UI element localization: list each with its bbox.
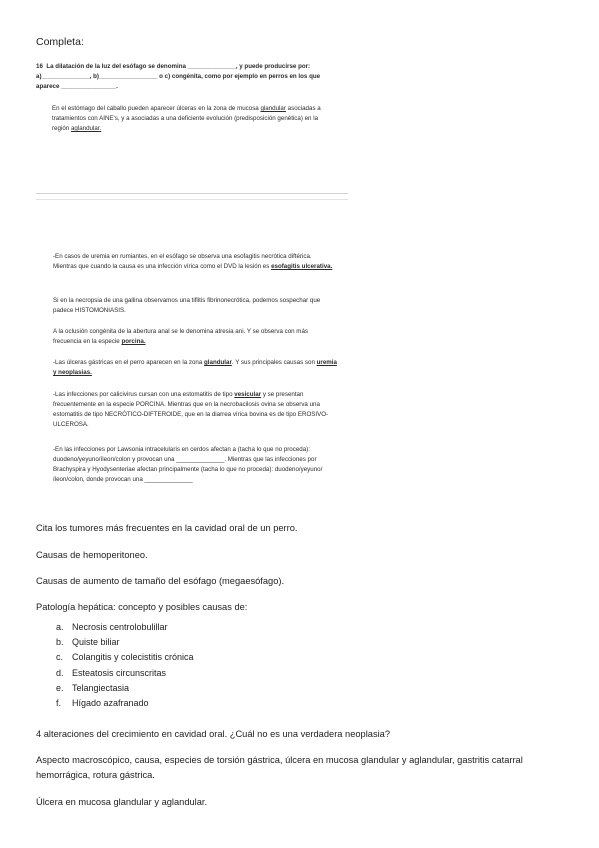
list-item-label: Quiste biliar <box>72 637 120 648</box>
list-item-label: Colangitis y colecistitis crónica <box>72 652 194 663</box>
page-heading: Completa: <box>36 36 84 48</box>
question-ulcera-mucosa: Úlcera en mucosa glandular y aglandular. <box>36 797 208 807</box>
paragraph-atresia-ani <box>53 327 337 347</box>
paragraph-text: -Las infecciones por calicivirus cursan con una estomatitis de tipo <box>53 391 233 398</box>
paragraph-ulceras-perro <box>53 358 337 378</box>
paragraph-text: -En casos de uremia en rumiantes, en el esófago se observa una esofagitis necrótica diftérica. Mientras que cuando la causa es una infección vírica como el DVD la lesión es <box>53 253 312 270</box>
list-item <box>56 620 194 635</box>
answer-term: esofagitis ulcerativa. <box>271 263 333 270</box>
question-16-text: La dilatación de la luz del esófago se denomina ______________, y puede producirse por: a)______________, b)_________________ o c) congénita, como por ejemplo en perros en los que aparece ________________. <box>36 63 321 90</box>
question-hemoperitoneo: Causas de hemoperitoneo. <box>36 550 148 560</box>
list-item-label: Necrosis centrolobulillar <box>72 622 168 632</box>
list-item <box>56 635 194 650</box>
divider-line <box>36 193 348 194</box>
list-item <box>56 696 194 711</box>
question-megaesofago: Causas de aumento de tamaño del esófago (megaesófago). <box>36 576 285 586</box>
question-oral-tumors: Cita los tumores más frecuentes en la cavidad oral de un perro. <box>36 523 298 533</box>
list-marker: b. <box>56 637 64 648</box>
list-marker: a. <box>56 622 64 632</box>
question-number: 16 <box>36 63 43 70</box>
horse-ulcers-text-2: asociadas a tratamientos con AINE's, y a asociadas a una deficiente evolución (predisposición genética) en la región <box>52 105 321 132</box>
answer-term: uremia y neoplasias. <box>53 359 337 376</box>
list-marker: d. <box>56 667 64 678</box>
question-torsion-gastrica: Aspecto macroscópico, causa, especies de torsión gástrica, úlcera en mucosa glandular y aglandular, gastritis catarral hemorrágica, rotura gástrica. <box>36 755 523 780</box>
paragraph-tiflitis: Si en la necropsia de una gallina observamos una tiflitis fibrinonecrótica, podemos sospechar que padece HISTOMONIASIS. <box>53 297 321 314</box>
question-alteraciones-crecimiento: 4 alteraciones del crecimiento en cavidad oral. ¿Cuál no es una verdadera neoplasia? <box>36 729 391 739</box>
question-patologia-hepatica: Patología hepática: concepto y posibles causas de: <box>36 602 248 612</box>
divider-line <box>36 199 348 200</box>
list-marker: f. <box>56 697 62 708</box>
paragraph-lawsonia: -En las infecciones por Lawsonia intracelularis en cerdos afectan a (tacha lo que no proceda): duodeno/yeyuno/íleon/colon y provocan una ______________. Mientras que las infecciones por Brachyspira y Hyodysenteriae afectan principalmente (tacha lo que no proceda): duodeno/yeyuno/íleon/colon, donde provocan una ______________ <box>53 446 323 483</box>
paragraph-text: A la oclusión congénita de la abertura anal se le denomina atresia ani. Y se observa con más frecuencia en la especie <box>53 328 308 345</box>
paragraph-uremia <box>53 252 337 272</box>
paragraph-text: y se presentan frecuentemente en la especie PORCINA. Mientras que en la necrobacilosis ovina se observa una estomatitis de tipo NECRÓTICO-DIFTEROIDE, que en la diarrea vírica bovina es de tipo EROSIVO-ULCEROSA. <box>53 391 329 428</box>
list-item-label: Hígado azafranado <box>72 697 149 708</box>
horse-ulcers-term-1: glandular <box>260 105 286 112</box>
horse-ulcers-term-2: aglandular. <box>70 125 102 132</box>
list-marker: c. <box>56 652 64 663</box>
list-item-label: Esteatosis circunscritas <box>72 667 167 678</box>
paragraph-text: -Las úlceras gástricas en el perro aparecen en la zona <box>53 359 203 366</box>
answer-term: glandular <box>204 359 232 366</box>
list-item <box>56 650 194 665</box>
answer-term: vesicular <box>234 391 262 398</box>
list-item <box>56 666 194 681</box>
hepatic-causes-list <box>56 620 194 711</box>
answer-term: porcina. <box>121 338 146 345</box>
horse-ulcers-text-1: En el estómago del caballo pueden aparecer úlceras en la zona de mucosa <box>52 105 259 112</box>
list-item <box>56 681 194 696</box>
list-marker: e. <box>56 682 64 693</box>
fill-in-horse-ulcers <box>52 104 332 134</box>
paragraph-calicivirus <box>53 390 337 430</box>
list-item-label: Telangiectasia <box>72 682 130 693</box>
fill-in-question-16 <box>36 62 331 92</box>
paragraph-text: . Y sus principales causas son <box>231 359 315 366</box>
